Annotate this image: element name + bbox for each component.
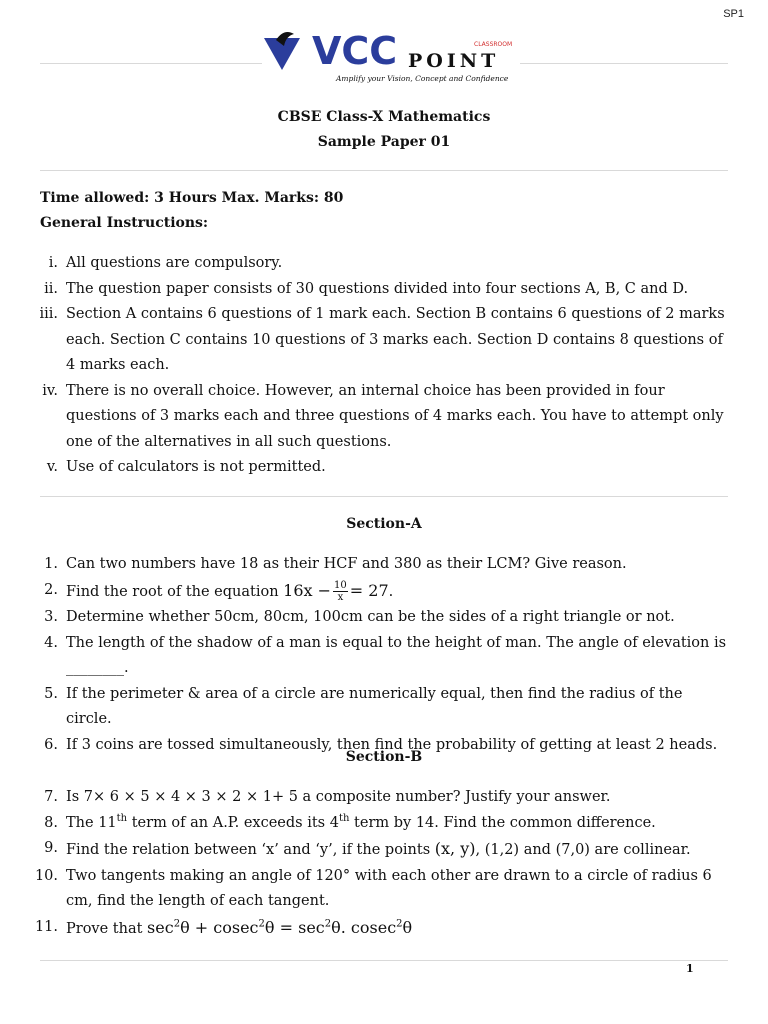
question-tail: . — [388, 583, 394, 600]
question-text-pre: The 11 — [66, 814, 117, 831]
page-number: 1 — [686, 962, 694, 975]
section-b-heading: Section-B — [345, 749, 423, 765]
instruction-item — [0, 379, 730, 456]
instruction-item — [0, 277, 730, 303]
question-text-mid: term of an A.P. exceeds its 4 — [127, 814, 339, 831]
logo-classroom-text: CLASSROOM — [474, 41, 513, 48]
question-item — [0, 605, 730, 631]
question-item — [0, 552, 730, 578]
question-text: The length of the shadow of a man is equal to the height of man. The angle of elevation is ________. — [66, 634, 727, 676]
time-and-marks: Time allowed: 3 Hours Max. Marks: 80 — [40, 190, 344, 206]
question-text: Find the root of the equation — [66, 583, 284, 600]
question-item — [0, 578, 730, 606]
section-b-questions — [0, 785, 730, 942]
math-term: sec — [147, 917, 174, 937]
question-number: 1. — [44, 556, 58, 572]
question-item — [0, 811, 730, 837]
question-number: 9. — [44, 840, 58, 856]
question-item — [0, 631, 730, 682]
section-a-questions — [0, 552, 730, 758]
question-number: 2. — [44, 581, 58, 598]
title-divider — [40, 170, 728, 171]
question-number: 11. — [34, 918, 58, 935]
question-text: Two tangents making an angle of 120° with each other are drawn to a circle of radius 6 cm, find the length of each tangent. — [66, 867, 712, 909]
question-text: Can two numbers have 18 as their HCF and 380 as their LCM? Give reason. — [66, 556, 627, 572]
question-text: Is 7× 6 × 5 × 4 × 3 × 2 × 1+ 5 a composite number? Justify your answer. — [66, 789, 611, 805]
header-rule-right — [520, 63, 728, 64]
logo-point-text: POINT — [408, 50, 500, 72]
instruction-text: All questions are compulsory. — [66, 255, 283, 271]
fraction-denominator: x — [337, 592, 344, 603]
question-text-post: term by 14. Find the common difference. — [349, 814, 656, 831]
ordinal-suffix: th — [338, 812, 350, 824]
math-term: θ + cosec — [180, 917, 259, 937]
logo-vcc-text: VCC — [312, 29, 398, 73]
logo-tagline: Amplify your Vision, Concept and Confidence — [336, 74, 509, 83]
question-item — [0, 864, 730, 915]
math-term: θ — [402, 917, 413, 937]
logo-graphic — [262, 26, 522, 88]
instruction-text: Section A contains 6 questions of 1 mark each. Section B contains 6 questions of 2 marks each. Section C contains 10 questions of 3 marks each. Section D contains 8 questions of 4 marks each. — [66, 306, 725, 373]
instructions-divider — [40, 496, 728, 497]
exponent: 2 — [396, 918, 403, 930]
question-number: 3. — [44, 609, 58, 625]
instruction-text: Use of calculators is not permitted. — [66, 459, 326, 475]
point-xy: (x, y) — [434, 839, 476, 858]
math-term: θ. cosec — [331, 917, 397, 937]
question-number: 8. — [44, 814, 58, 831]
equation-rhs: = 27 — [349, 580, 389, 600]
instruction-item — [0, 251, 730, 277]
exponent: 2 — [324, 918, 332, 930]
question-item — [0, 836, 730, 864]
question-text: If 3 coins are tossed simultaneously, then find the probability of getting at least 2 heads. — [66, 736, 718, 753]
question-item — [0, 785, 730, 811]
instruction-item — [0, 302, 730, 379]
fraction — [333, 580, 348, 603]
question-text-post: , (1,2) and (7,0) are collinear. — [475, 842, 691, 858]
paper-subtitle: Sample Paper 01 — [317, 134, 451, 150]
math-term: θ = sec — [264, 917, 325, 937]
instruction-number: v. — [46, 459, 58, 475]
instructions-heading: General Instructions: — [40, 215, 209, 231]
instruction-number: ii. — [44, 280, 58, 297]
question-item — [0, 682, 730, 733]
ordinal-suffix: th — [116, 812, 128, 824]
section-a-heading: Section-A — [346, 516, 422, 532]
vcc-point-logo — [262, 26, 522, 88]
instruction-number: i. — [48, 255, 58, 271]
question-text: If the perimeter & area of a circle are numerically equal, then find the radius of the circle. — [66, 685, 683, 727]
question-number: 7. — [44, 789, 58, 805]
instructions-list — [0, 251, 730, 481]
instruction-number: iv. — [42, 382, 58, 399]
instruction-number: iii. — [39, 306, 58, 322]
instruction-text: The question paper consists of 30 questions divided into four sections A, B, C and D. — [66, 280, 689, 297]
exponent: 2 — [258, 918, 265, 930]
paper-title: CBSE Class-X Mathematics — [277, 109, 491, 125]
footer-rule — [40, 960, 728, 961]
header-rule-left — [40, 63, 262, 64]
question-text-pre: Find the relation between ‘x’ and ‘y’, if the points — [66, 842, 435, 858]
question-item — [0, 915, 730, 943]
question-text-pre: Prove that — [66, 920, 148, 937]
identity-expression — [147, 918, 412, 937]
question-number: 6. — [44, 736, 58, 753]
instruction-text: There is no overall choice. However, an internal choice has been provided in four questions of 3 marks each and three questions of 4 marks each. You have to attempt only one of the alternatives in all such questions. — [66, 382, 724, 450]
question-number: 5. — [44, 685, 58, 702]
exponent: 2 — [173, 918, 181, 930]
question-number: 4. — [44, 634, 58, 651]
question-number: 10. — [34, 867, 58, 884]
fraction-numerator: 10 — [334, 580, 347, 591]
instruction-item — [0, 455, 730, 481]
paper-code: SP1 — [723, 8, 744, 20]
question-text: Determine whether 50cm, 80cm, 100cm can be the sides of a right triangle or not. — [66, 609, 675, 625]
equation-lhs: 16x − — [283, 580, 332, 600]
